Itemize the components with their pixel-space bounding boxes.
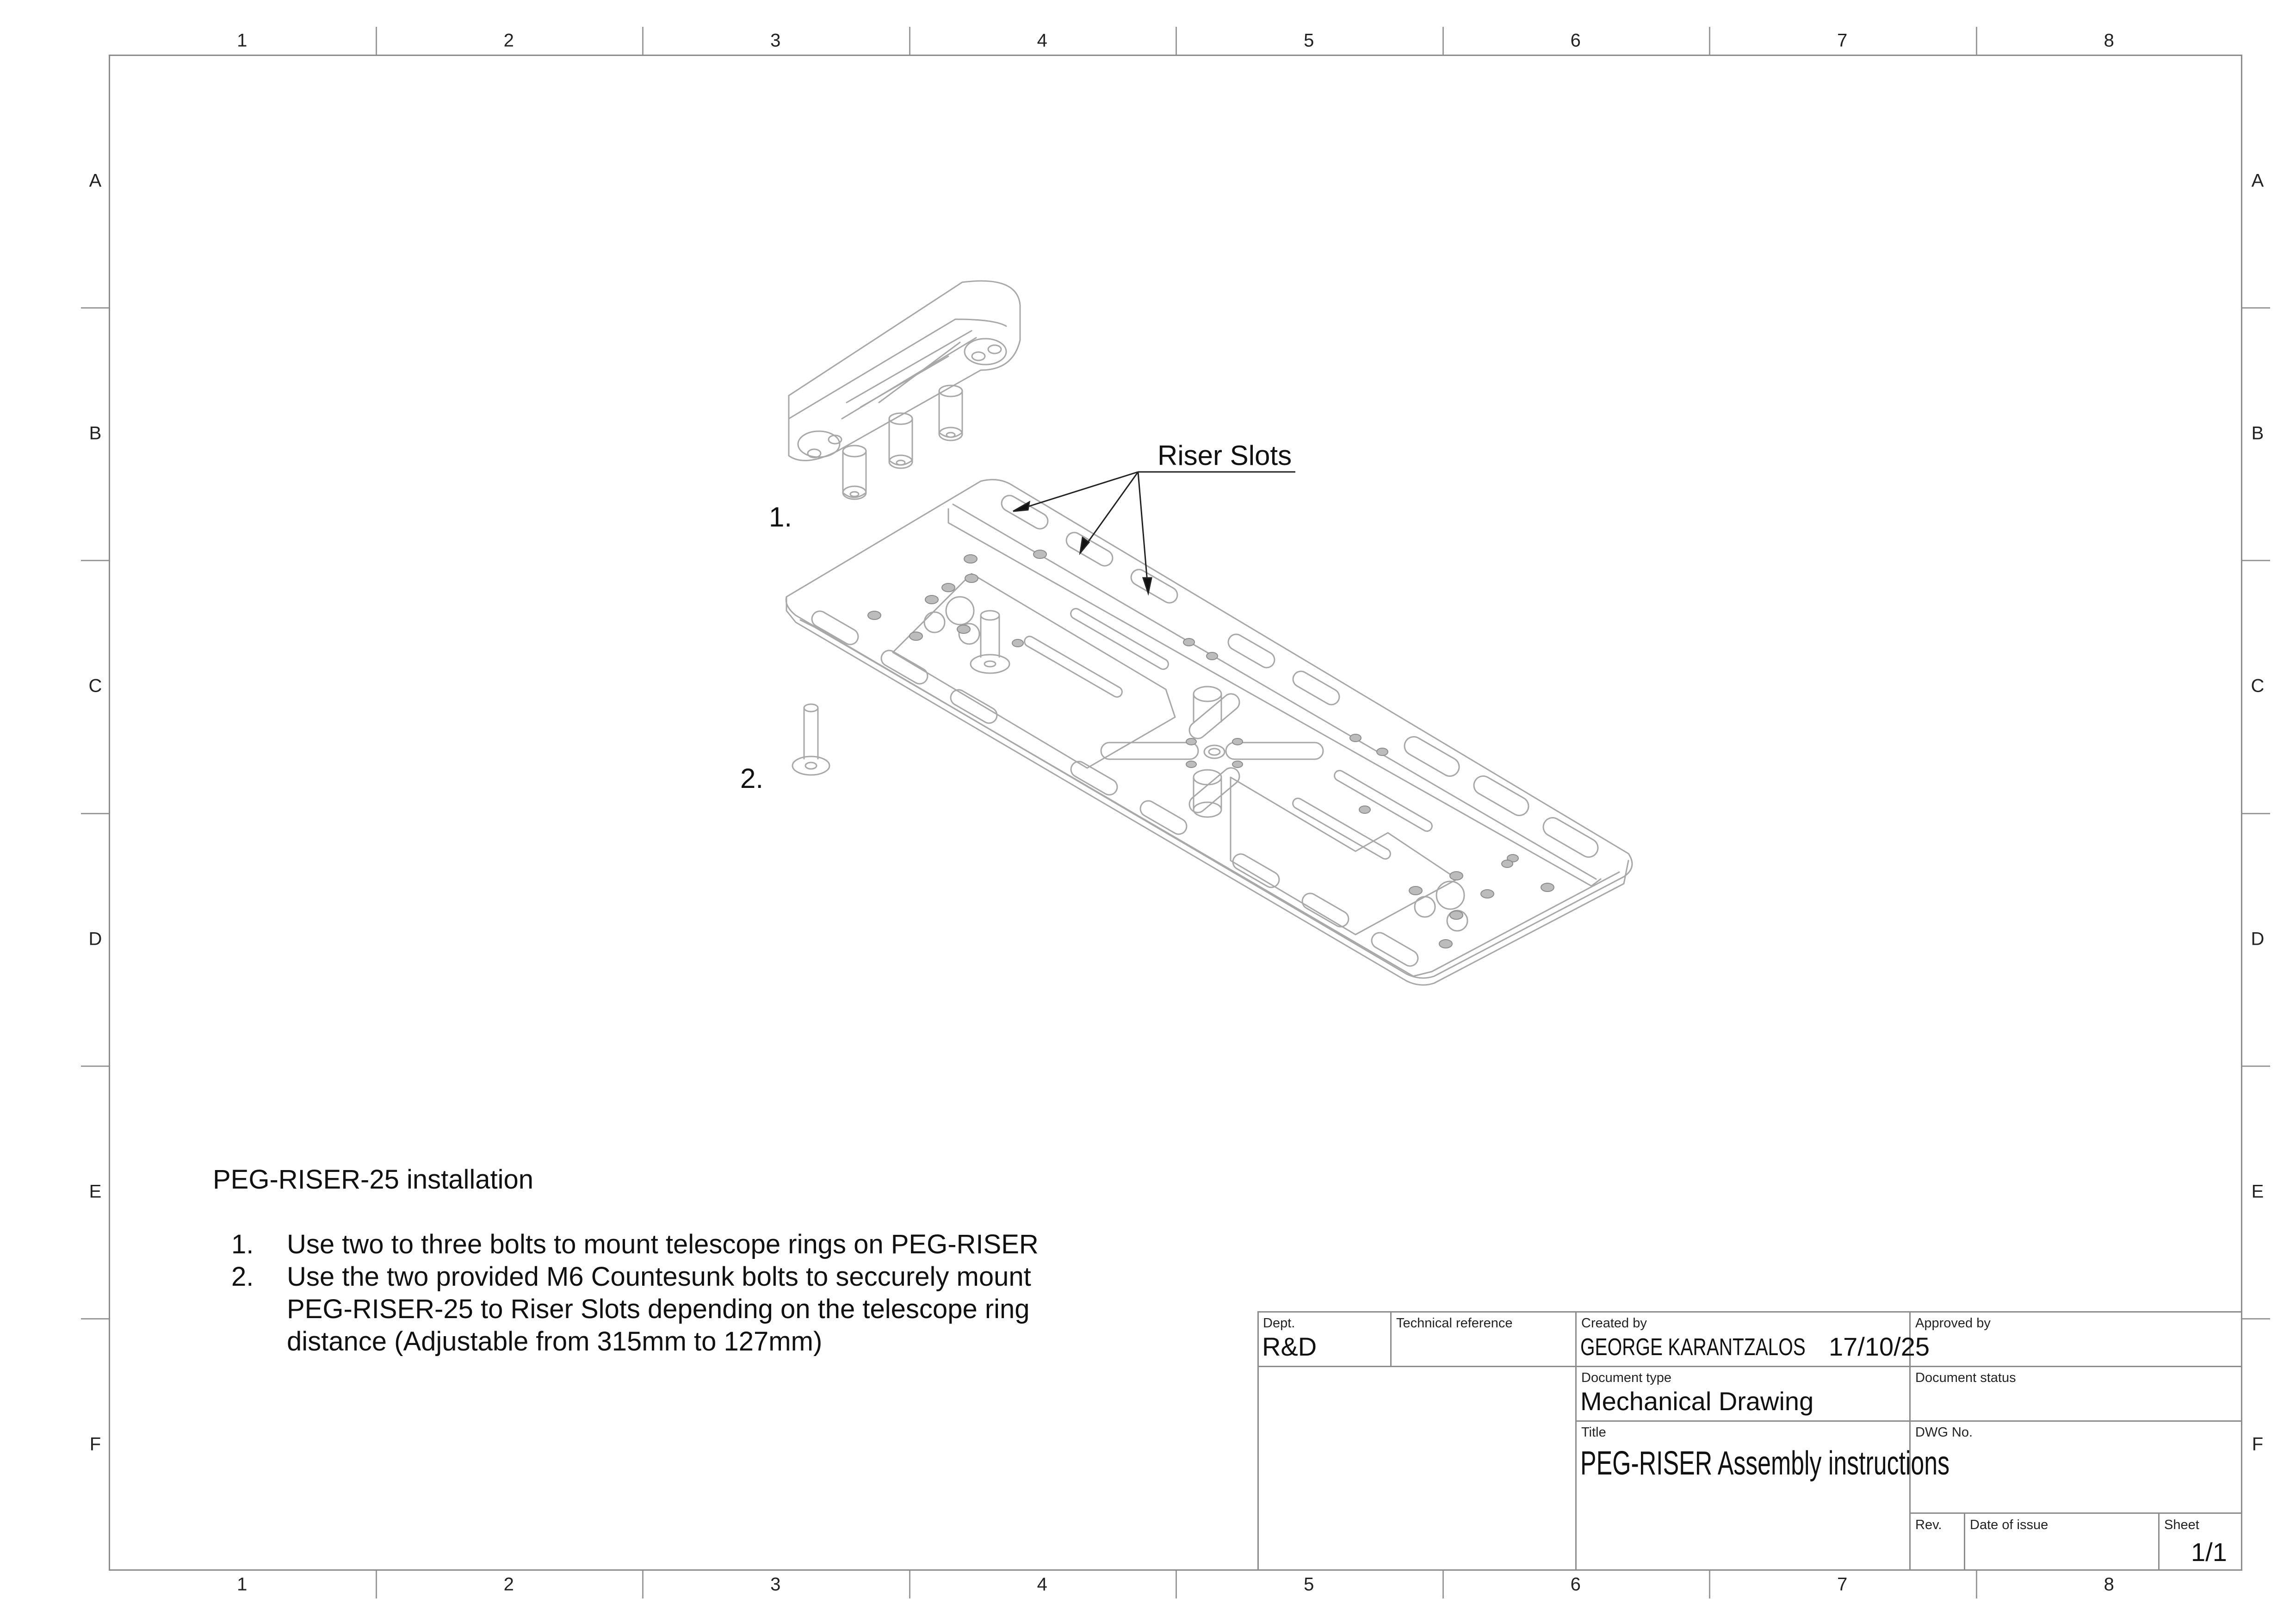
- grid-column-label-top: 2: [503, 30, 514, 51]
- grid-column-label-top: 1: [237, 30, 248, 51]
- sheet-value: 1/1: [2191, 1537, 2227, 1567]
- grid-column-label-bottom: 8: [2104, 1574, 2114, 1595]
- note-item: [213, 1228, 1073, 1261]
- document-type-value: Mechanical Drawing: [1580, 1387, 1814, 1416]
- grid-column-label-top: 3: [770, 30, 781, 51]
- date-of-issue-caption: Date of issue: [1970, 1518, 2048, 1532]
- grid-column-label-top: 4: [1037, 30, 1047, 51]
- technical-reference-caption: Technical reference: [1396, 1316, 1513, 1331]
- grid-column-label-top: 7: [1837, 30, 1848, 51]
- document-status-caption: Document status: [1915, 1370, 2016, 1385]
- dwg-no-caption: DWG No.: [1915, 1425, 1973, 1440]
- grid-column-label-bottom: 1: [237, 1574, 248, 1595]
- grid-column-label-bottom: 4: [1037, 1574, 1047, 1595]
- rev-caption: Rev.: [1915, 1518, 1942, 1532]
- grid-column-label-top: 5: [1304, 30, 1314, 51]
- ring-bracket: [789, 281, 1020, 460]
- note-text: Use two to three bolts to mount telescope rings on PEG-RISER: [287, 1229, 1039, 1259]
- ring-bolts: [843, 385, 962, 499]
- step-1-label: 1.: [769, 502, 792, 533]
- countersunk-bolt: [792, 704, 829, 775]
- title-caption: Title: [1581, 1425, 1606, 1440]
- grid-column-label-top: 8: [2104, 30, 2114, 51]
- grid-row-label-left: A: [89, 170, 102, 191]
- grid-row-label-right: D: [2251, 929, 2265, 949]
- approved-by-caption: Approved by: [1915, 1316, 1991, 1331]
- grid-column-label-top: 6: [1570, 30, 1581, 51]
- step-2-label: 2.: [740, 763, 764, 794]
- created-date-value: 17/10/25: [1829, 1332, 1930, 1361]
- grid-column-label-bottom: 6: [1570, 1574, 1581, 1595]
- note-item: [213, 1261, 1073, 1358]
- installation-notes: [213, 1164, 1073, 1358]
- notes-heading: PEG-RISER-25 installation: [213, 1165, 534, 1195]
- grid-row-label-left: E: [89, 1181, 102, 1202]
- grid-row-label-right: E: [2251, 1181, 2264, 1202]
- document-type-caption: Document type: [1581, 1370, 1672, 1385]
- grid-row-label-left: B: [89, 423, 102, 444]
- dept-value: R&D: [1262, 1332, 1317, 1361]
- grid-row-label-left: C: [88, 675, 102, 696]
- title-value: PEG-RISER Assembly instructions: [1580, 1445, 1950, 1482]
- grid-row-label-right: C: [2251, 675, 2265, 696]
- grid-column-label-bottom: 2: [503, 1574, 514, 1595]
- riser-slots-leaders: [1013, 472, 1295, 593]
- created-by-caption: Created by: [1581, 1316, 1647, 1331]
- grid-row-label-right: B: [2251, 423, 2264, 444]
- created-by-value: GEORGE KARANTZALOS: [1580, 1334, 1806, 1361]
- note-number: 2.: [231, 1262, 254, 1292]
- title-block: [1257, 1311, 2241, 1569]
- note-text: Use the two provided M6 Countesunk bolts to seccurely mount PEG-RISER-25 to Riser Slots depending on the telescope ring distance (Adjustable from 315mm to 127mm): [287, 1262, 1031, 1357]
- sheet-caption: Sheet: [2164, 1518, 2199, 1532]
- grid-column-label-bottom: 3: [770, 1574, 781, 1595]
- dept-caption: Dept.: [1263, 1316, 1295, 1331]
- riser-slots-label: Riser Slots: [1157, 440, 1292, 471]
- grid-row-label-left: D: [88, 929, 102, 949]
- riser-plate: [786, 480, 1632, 985]
- notes-list: [213, 1228, 1073, 1358]
- grid-row-label-left: F: [89, 1434, 101, 1455]
- note-number: 1.: [231, 1229, 254, 1259]
- grid-row-label-right: A: [2251, 170, 2264, 191]
- grid-column-label-bottom: 7: [1837, 1574, 1848, 1595]
- grid-column-label-bottom: 5: [1304, 1574, 1314, 1595]
- grid-row-label-right: F: [2252, 1434, 2264, 1455]
